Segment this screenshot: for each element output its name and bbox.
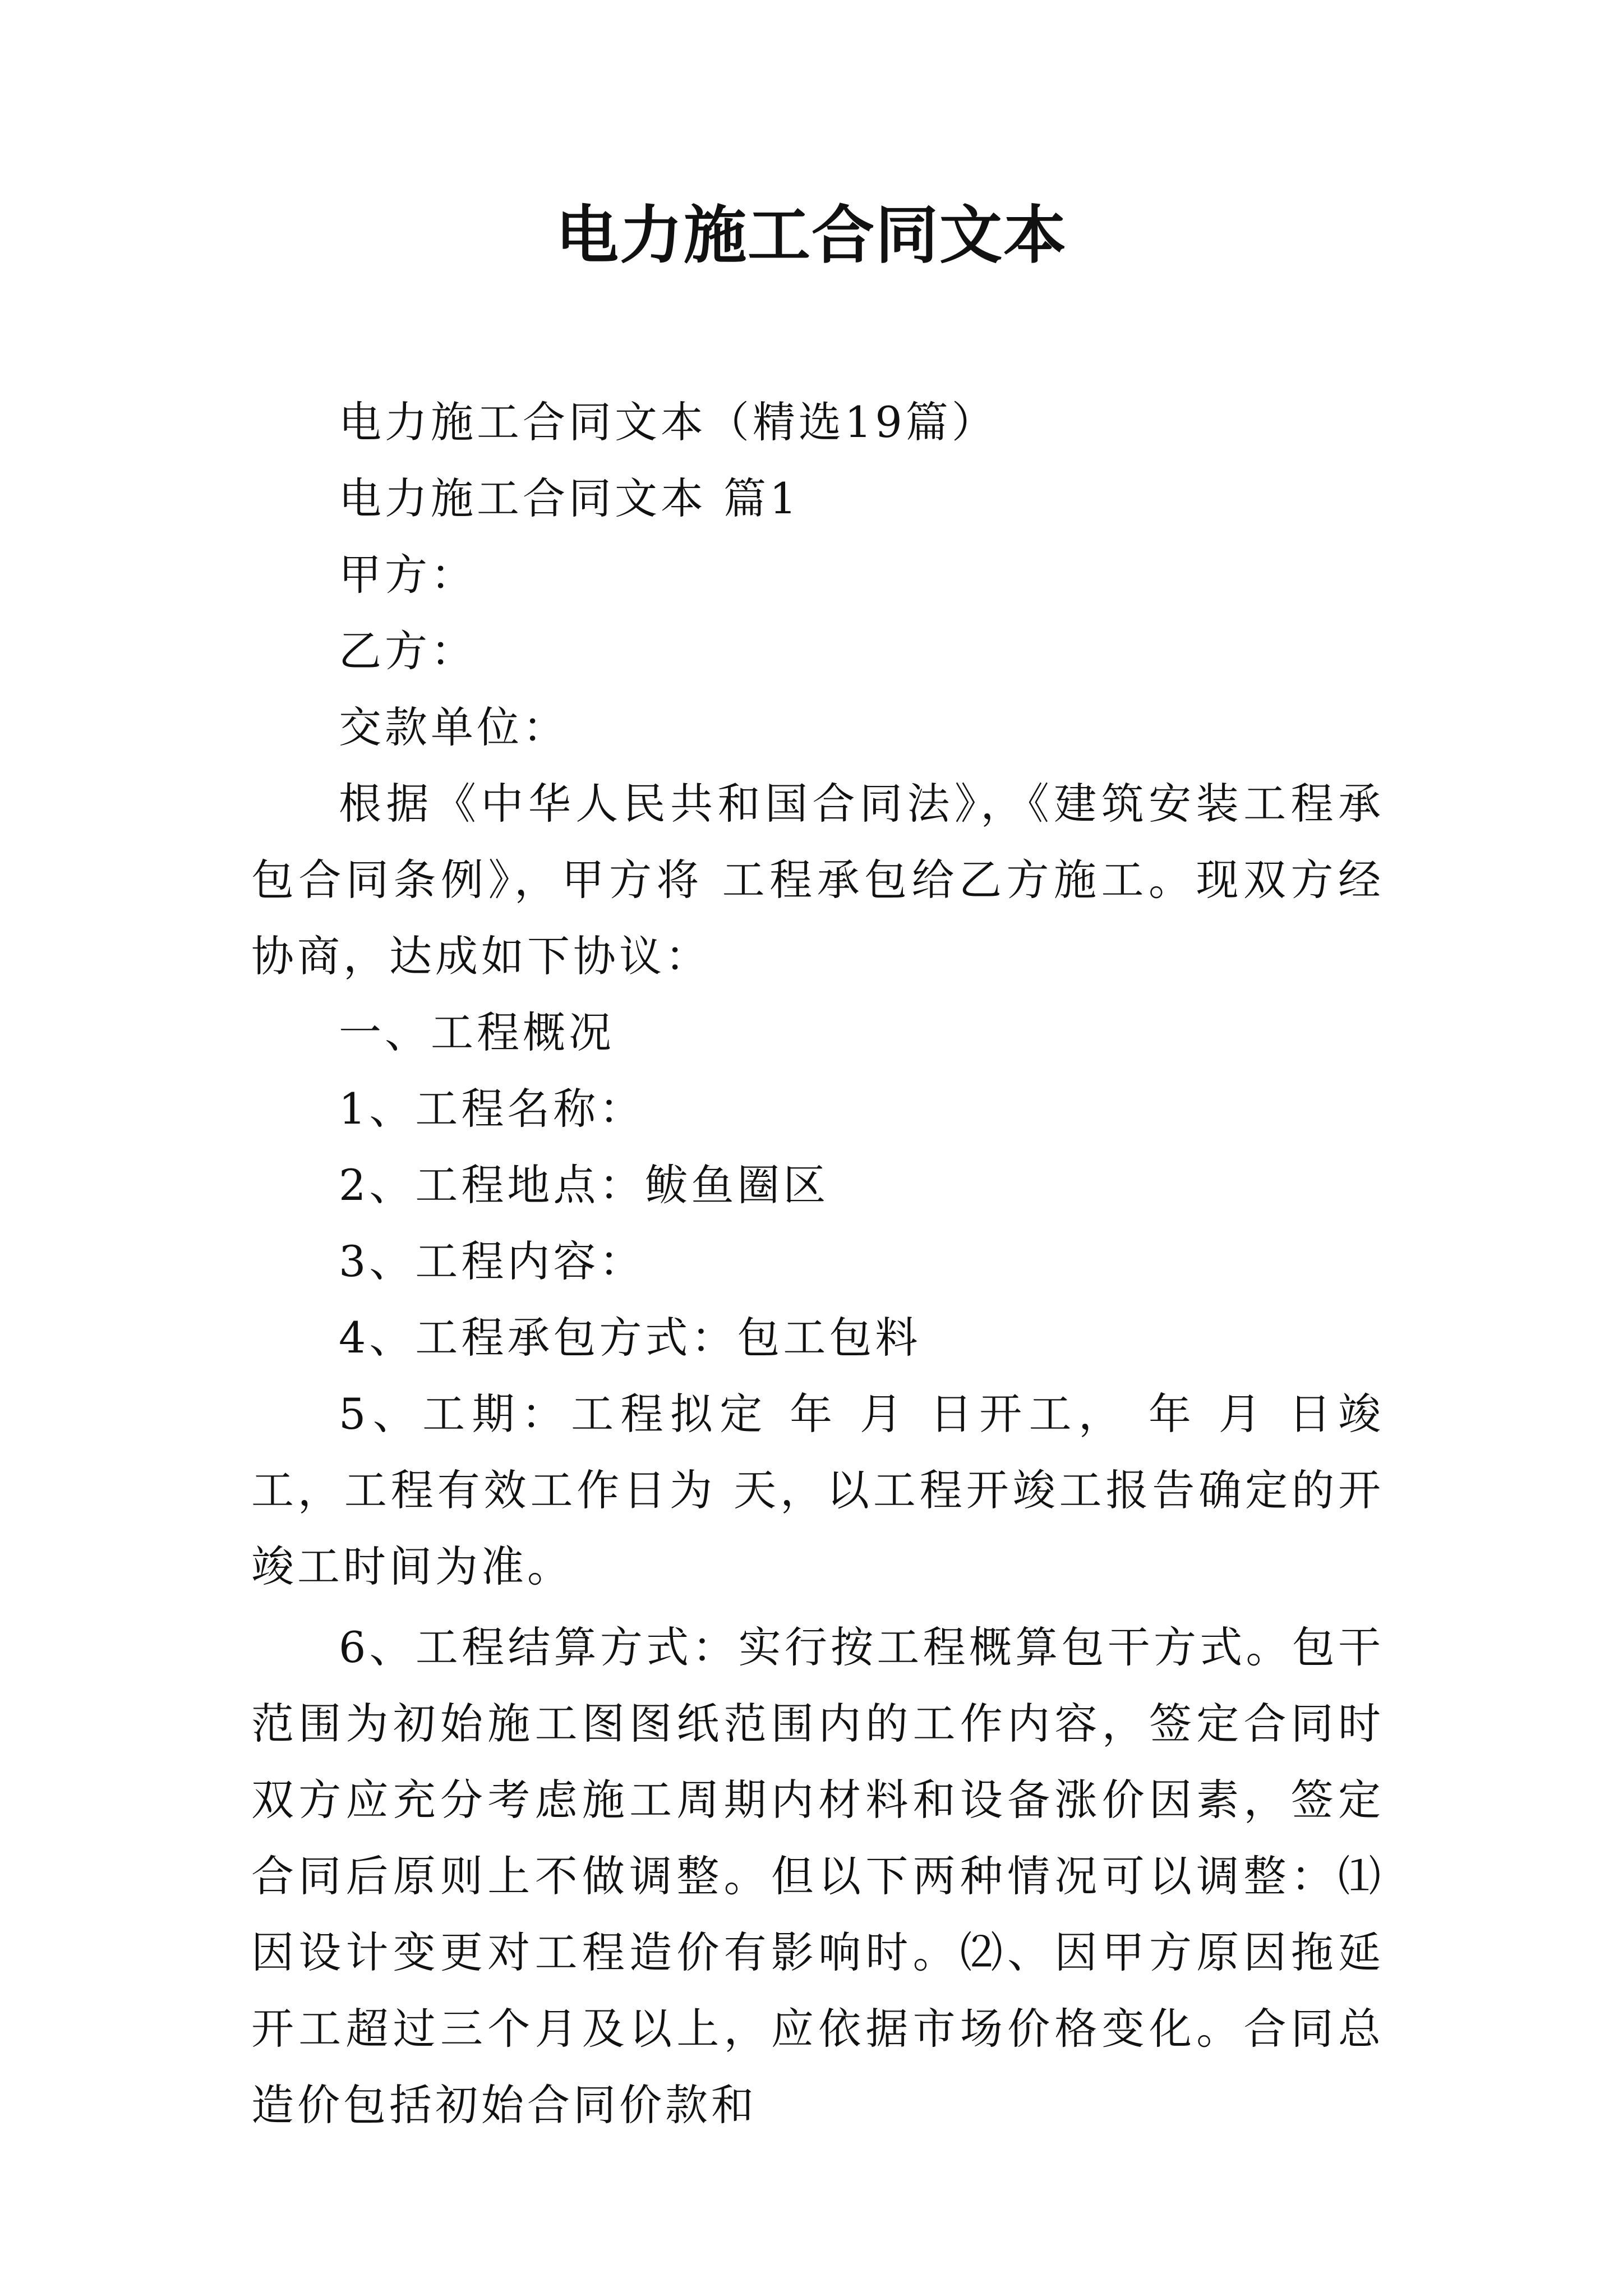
paragraph-contract-method: 4、工程承包方式：包工包料 bbox=[339, 1313, 921, 1363]
paragraph-project-location: 2、工程地点：鲅鱼圈区 bbox=[339, 1160, 829, 1210]
paragraph-schedule: 5、工期：工程拟定 年 月 日开工， 年 月 日竣工，工程有效工作日为 天，以工程开竣工报告确定的开竣工时间为准。 bbox=[251, 1389, 1384, 1591]
document-body bbox=[251, 384, 1384, 2143]
paragraph-subtitle: 电力施工合同文本（精选19篇） bbox=[339, 397, 998, 447]
paragraph-overview-heading: 一、工程概况 bbox=[339, 1007, 615, 1057]
paragraph-settlement: 6、工程结算方式：实行按工程概算包干方式。包干范围为初始施工图图纸范围内的工作内容，签定合同时双方应充分考虑施工周期内材料和设备涨价因素，签定合同后原则上不做调整。但以下两种情况可以调整：⑴因设计变更对工程造价有影响时。⑵、因甲方原因拖延开工超过三个月及以上，应依据市场价格变化。合同总造价包括初始合同价款和 bbox=[251, 1622, 1384, 2130]
paragraph-preamble: 根据《中华人民共和国合同法》，《建筑安装工程承包合同条例》，甲方将 工程承包给乙方施工。现双方经协商，达成如下协议： bbox=[251, 779, 1384, 981]
paragraph-party-b: 乙方： bbox=[339, 626, 477, 676]
paragraph-payer: 交款单位： bbox=[339, 702, 569, 752]
document-title: 电力施工合同文本 bbox=[556, 199, 1067, 272]
paragraph-project-content: 3、工程内容： bbox=[339, 1236, 645, 1286]
paragraph-project-name: 1、工程名称： bbox=[339, 1084, 645, 1134]
paragraph-section-heading: 电力施工合同文本 篇1 bbox=[339, 473, 800, 523]
paragraph-party-a: 甲方： bbox=[339, 550, 477, 600]
